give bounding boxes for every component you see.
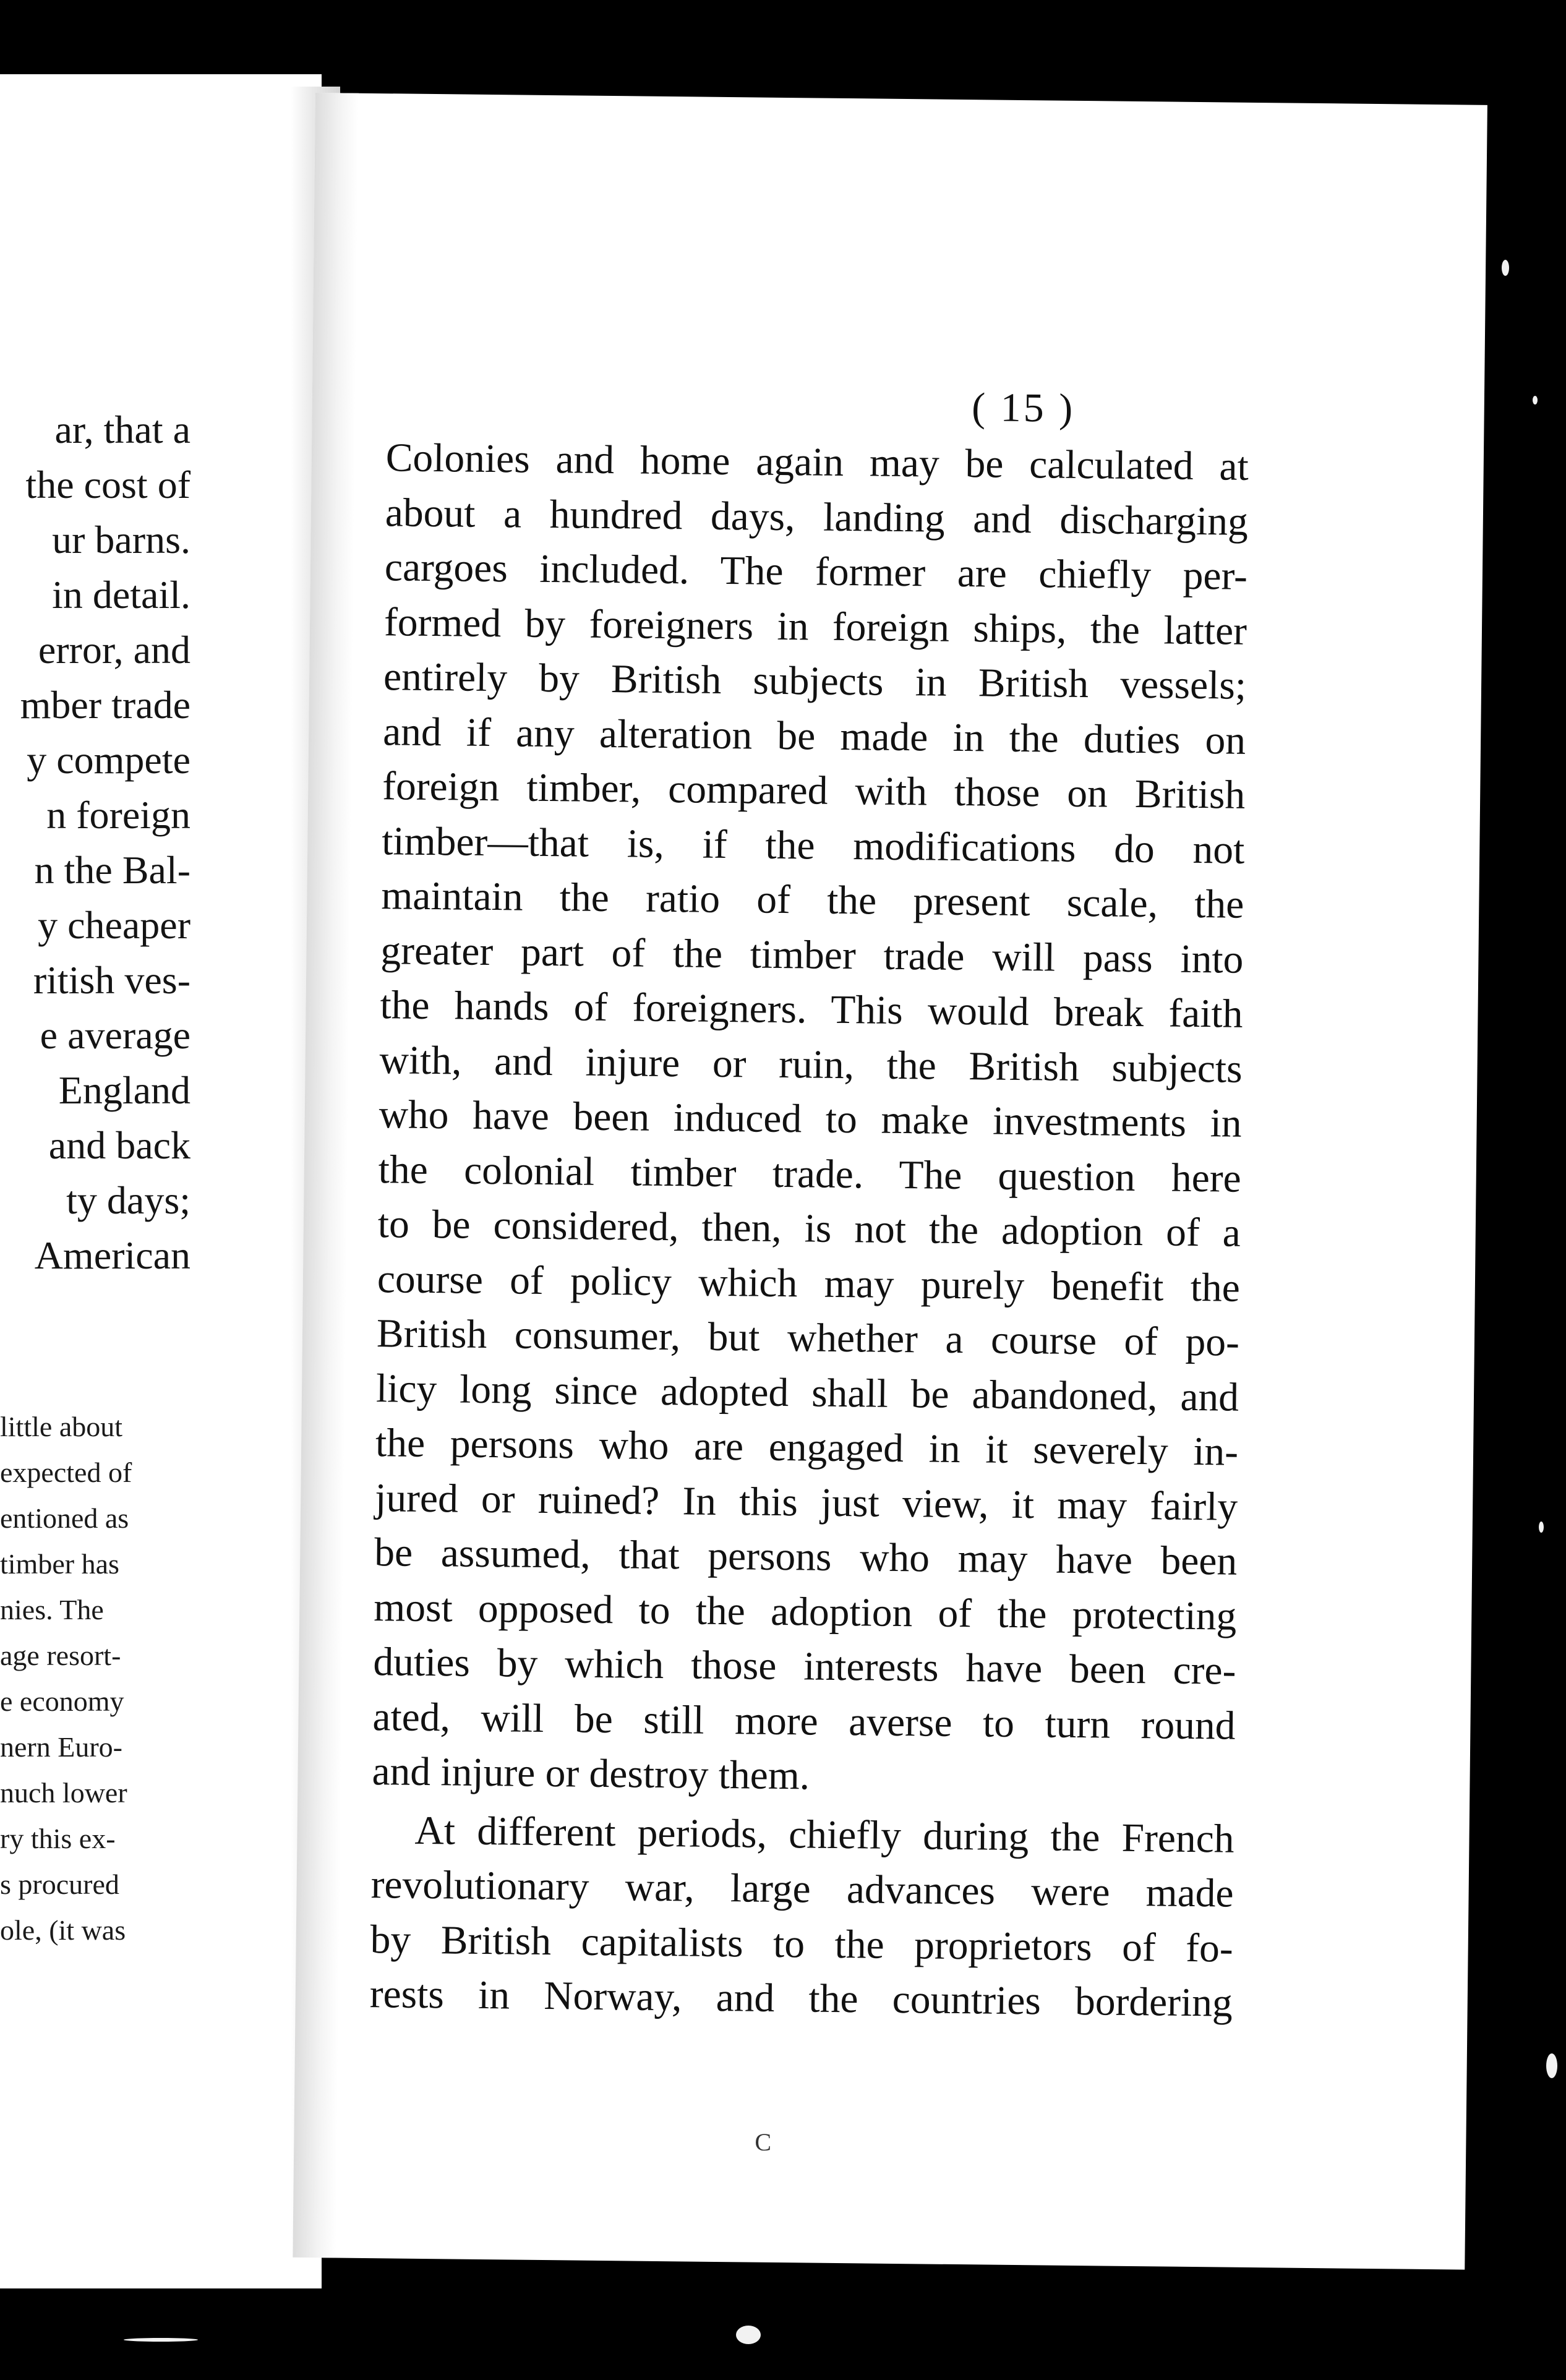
left-note-line: nies. The: [0, 1594, 104, 1625]
left-note-line: nuch lower: [0, 1777, 127, 1809]
left-note-line: age resort-: [0, 1640, 121, 1671]
left-line: y compete: [27, 738, 190, 782]
text-line: maintain the ratio of the present scale, the: [381, 873, 1244, 927]
left-line: error, and: [38, 628, 190, 672]
left-line: y cheaper: [38, 903, 190, 947]
text-line: with, and injure or ruin, the British subjects: [379, 1037, 1243, 1092]
left-note-line: little about: [0, 1411, 123, 1442]
text-line: and injure or destroy them.: [372, 1749, 810, 1799]
right-page: [293, 93, 1487, 2270]
left-line: and back: [48, 1123, 190, 1167]
left-note-line: ry this ex-: [0, 1823, 116, 1854]
left-line: American: [34, 1233, 190, 1277]
page-number: ( 15 ): [971, 385, 1076, 431]
left-line: ar, that a: [54, 408, 190, 452]
left-line: e average: [40, 1013, 190, 1057]
edge-speck: [1533, 396, 1538, 405]
text-line: most opposed to the adoption of the protecting: [373, 1585, 1237, 1639]
text-line: Colonies and home again may be calculated at: [385, 435, 1249, 489]
left-note-line: e economy: [0, 1685, 124, 1717]
left-page: [0, 74, 322, 2288]
edge-speck: [1546, 2053, 1557, 2078]
left-line: the cost of: [25, 463, 190, 507]
left-line: mber trade: [20, 683, 190, 727]
text-line: revolutionary war, large advances were made: [370, 1862, 1234, 1916]
left-note-line: timber has: [0, 1548, 119, 1580]
left-note-line: entioned as: [0, 1502, 129, 1534]
left-note-line: s procured: [0, 1868, 119, 1900]
text-line: about a hundred days, landing and discharging: [385, 490, 1249, 544]
text-line: jured or ruined? In this just view, it may fairly: [374, 1475, 1238, 1530]
left-note-line: nern Euro-: [0, 1731, 122, 1763]
text-line: timber—that is, if the modifications do not: [381, 818, 1245, 873]
left-line: ritish ves-: [33, 958, 190, 1002]
text-line: ated, will be still more averse to turn round: [372, 1694, 1236, 1749]
body-text: [369, 430, 1249, 2031]
left-line: ur barns.: [52, 518, 190, 562]
edge-speck: [1539, 1522, 1544, 1533]
left-line: n the Bal-: [34, 848, 190, 892]
left-line: n foreign: [46, 793, 190, 837]
text-line: British consumer, but whether a course of po-: [376, 1311, 1240, 1365]
text-line: the hands of foreigners. This would break faith: [380, 983, 1243, 1037]
text-line: and if any alteration be made in the duties on: [382, 709, 1246, 763]
text-line: be assumed, that persons who may have been: [374, 1530, 1238, 1584]
left-line: in detail.: [52, 573, 190, 617]
edge-speck: [1502, 260, 1509, 276]
text-line: who have been induced to make investments in: [379, 1092, 1243, 1146]
left-page-footnote: [0, 1404, 132, 1953]
text-line: duties by which those interests have been cre-: [373, 1640, 1236, 1693]
text-line: greater part of the timber trade will pass into: [380, 928, 1244, 982]
text-line: At different periods, chiefly during the French: [414, 1808, 1234, 1862]
left-page-main-text: [20, 402, 190, 1283]
left-line: England: [58, 1068, 190, 1112]
text-line: rests in Norway, and the countries bordering: [369, 1972, 1233, 2026]
text-line: licy long since adopted shall be abandoned, and: [375, 1366, 1239, 1420]
left-note-line: expected of: [0, 1457, 132, 1488]
text-line: foreign timber, compared with those on British: [382, 764, 1246, 818]
text-line: to be considered, then, is not the adoption of a: [377, 1202, 1241, 1256]
text-line: cargoes included. The former are chiefly per-: [384, 545, 1248, 599]
edge-speck: [736, 2326, 761, 2344]
text-line: the persons who are engaged in it severely in-: [375, 1421, 1239, 1475]
left-line: ty days;: [66, 1178, 190, 1222]
text-line: formed by foreigners in foreign ships, the latter: [383, 599, 1247, 654]
edge-speck: [124, 2338, 198, 2342]
left-note-line: ole, (it was: [0, 1914, 126, 1946]
text-line: the colonial timber trade. The question here: [378, 1147, 1242, 1201]
text-line: by British capitalists to the proprietors of fo-: [370, 1917, 1234, 1971]
signature-mark: C: [755, 2128, 772, 2156]
text-line: course of policy which may purely benefit the: [377, 1256, 1241, 1311]
text-line: entirely by British subjects in British vessels;: [383, 654, 1247, 708]
